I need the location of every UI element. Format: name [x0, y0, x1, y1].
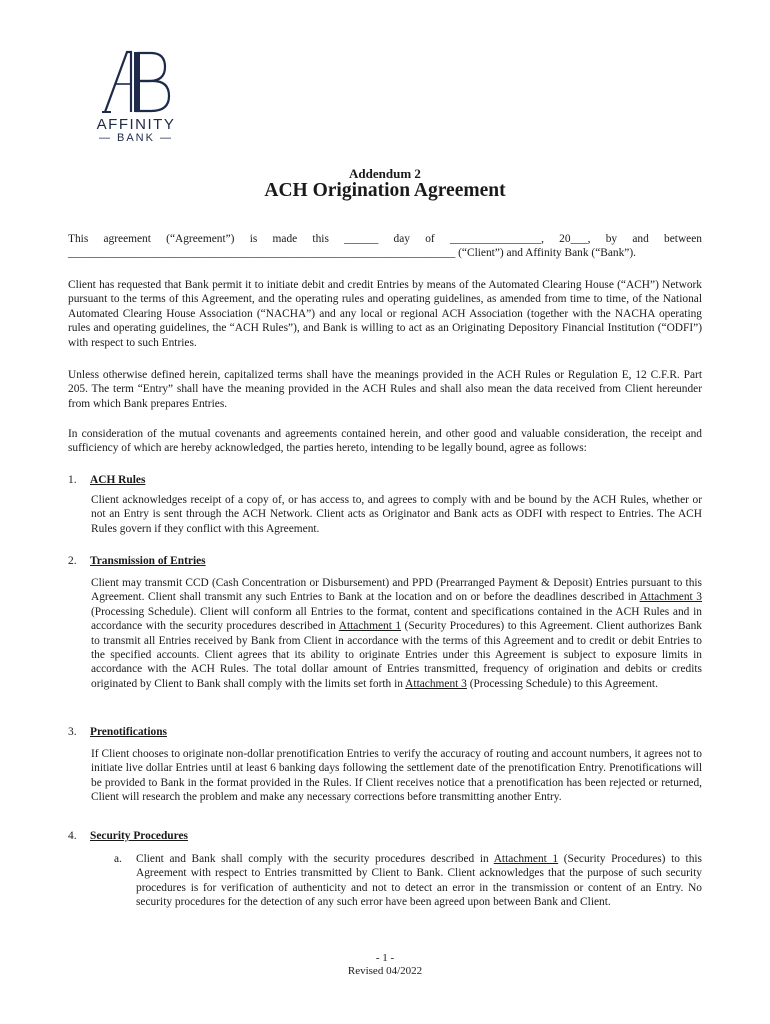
section-1-body: Client acknowledges receipt of a copy of, or has access to, and agrees to comply with and be bound by the ACH Rules, whether or not an Entry is sent through the ACH Network. Client acts as Originator and Bank acts as ODFI with respect to Entries. The ACH Rules govern if they conflict with this Agreement. [91, 494, 702, 535]
logo-subtitle: — BANK — [98, 132, 174, 144]
section-2-text: (Processing Schedule). Client will conform all Entries to the format, content and specifications contained in the ACH Rules and in accordance with the security procedures described in [91, 605, 702, 633]
attachment-3-link: Attachment 3 [405, 677, 467, 690]
attachment-3-link: Attachment 3 [639, 591, 702, 604]
section-4a-text-part: (Security Procedures) to this Agreement with respect to Entries transmitted by Client to Bank. Client acknowledges that the purpose of such security procedures is for verification of authenticity and not to detect an error in the transmission or content of an Entry. No security procedures for the detection of any such error have been agreed upon between Bank and Client. [136, 853, 702, 909]
page-number: - 1 - [375, 952, 395, 964]
ab-monogram-icon [101, 50, 171, 114]
section-2-body [91, 576, 702, 691]
section-3-body: If Client chooses to originate non-dollar prenotification Entries to verify the accuracy of routing and account numbers, it agrees not to initiate live dollar Entries until at least 6 banking days following the settlement date of the prenotification Entry. Prenotifications will be provided to Bank in the format provided in the Rules. If Client receives notice that a prenotification has been rejected or returned, Client will research the problem and make any necessary corrections before transmitting another Entry. [91, 748, 702, 804]
section-2-text: Client may transmit CCD (Cash Concentration or Disbursement) and PPD (Prearranged Payment & Deposit) Entries pursuant to this Agreement. Client shall transmit any such Entries to Bank at the location and on or before the deadlines described in [91, 577, 702, 604]
recital-paragraph: Client has requested that Bank permit it to initiate debit and credit Entries by means of the Automated Clearing House (“ACH”) Network pursuant to the terms of this Agreement, and the operating rules and operating guidelines, as amended from time to time, of the National Automated Clearing House Association (“NACHA”) and any local or regional ACH Association (together with the NACHA operating rules and operating guidelines, the “ACH Rules”), and Bank is willing to act as an Originating Depository Financial Institution (“ODFI”) with respect to such Entries. [68, 279, 702, 349]
section-4a-item [114, 852, 702, 910]
agreement-intro-paragraph: This agreement (“Agreement”) is made this ______ day of ________________, 20___, by and between ____________________________________________________________________ (“Client”) and Affinity Bank (“Bank”). [68, 233, 702, 260]
logo-name: AFFINITY [96, 116, 176, 133]
section-3-heading [68, 725, 167, 739]
section-title: Transmission of Entries [90, 555, 206, 567]
section-number: 3. [68, 726, 77, 738]
section-title: Prenotifications [90, 726, 167, 738]
section-4a-text [136, 852, 702, 910]
section-1-heading [68, 473, 145, 487]
section-2-heading [68, 554, 206, 568]
addendum-label: Addendum 2 [349, 166, 421, 181]
section-number: 2. [68, 555, 77, 567]
section-number: 1. [68, 474, 77, 486]
definitions-paragraph: Unless otherwise defined herein, capitalized terms shall have the meanings provided in the ACH Rules or Regulation E, 12 C.F.R. Part 205. The term “Entry” shall have the meaning provided in the ACH Rules and shall also mean the data received from Client hereunder from which Bank prepares Entries. [68, 369, 702, 410]
page-title: ACH Origination Agreement [264, 180, 506, 201]
section-title: ACH Rules [90, 474, 146, 486]
section-4a-text-part: Client and Bank shall comply with the security procedures described in [136, 853, 494, 865]
affinity-bank-logo [84, 50, 188, 160]
revision-date: Revised 04/2022 [347, 965, 423, 977]
section-title: Security Procedures [90, 830, 188, 842]
attachment-1-link: Attachment 1 [493, 853, 559, 865]
section-2-text: (Security Procedures) to this Agreement. Client authorizes Bank to transmit all Entries received by Bank from Client in accordance with the terms of this Agreement and to credit or debit Entries to the specified accounts. Client agrees that its ability to originate Entries under this Agreement is subject to exposure limits in accordance with the ACH Rules. The total dollar amount of Entries transmitted, frequency of origination and debits or credits originated by Client to Bank shall comply with the limits set forth in [91, 620, 702, 690]
item-label: a. [114, 853, 122, 865]
section-4-heading [68, 829, 188, 843]
section-number: 4. [68, 830, 77, 842]
consideration-paragraph: In consideration of the mutual covenants and agreements contained herein, and other good and valuable consideration, the receipt and sufficiency of which are hereby acknowledged, the parties hereto, intending to be legally bound, agree as follows: [68, 428, 702, 455]
attachment-1-link: Attachment 1 [338, 620, 402, 633]
section-2-text: (Processing Schedule) to this Agreement. [466, 677, 658, 690]
page-footer [0, 952, 770, 978]
